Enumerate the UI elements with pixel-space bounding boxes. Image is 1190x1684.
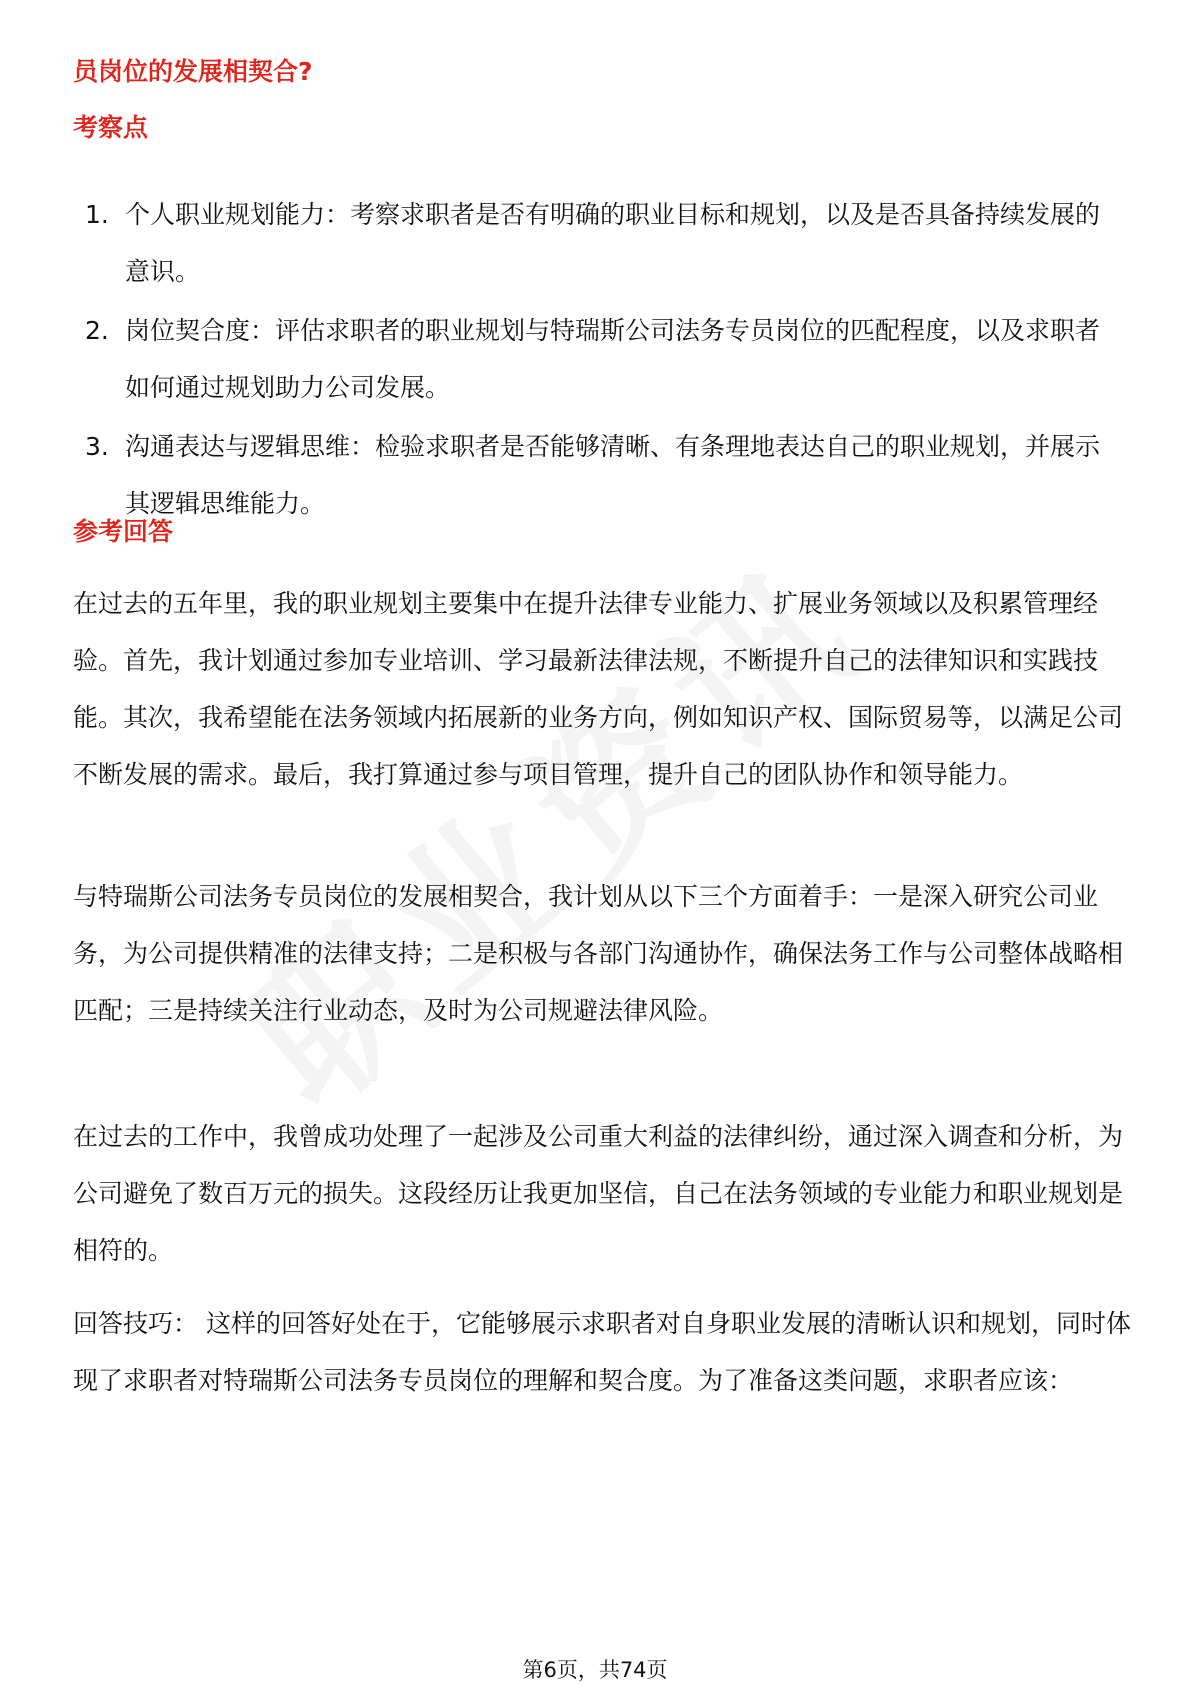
tips-paragraph: 回答技巧： 这样的回答好处在于，它能够展示求职者对自身职业发展的清晰认识和规划，同时体现了求职者对特瑞斯公司法务专员岗位的理解和契合度。为了准备这类问题，求职者应该：: [73, 1309, 1131, 1395]
answer-paragraph: 与特瑞斯公司法务专员岗位的发展相契合，我计划从以下三个方面着手：一是深入研究公司业务，为公司提供精准的法律支持；二是积极与各部门沟通协作，确保法务工作与公司整体战略相匹配；三是持续关注行业动态，及时为公司规避法律风险。: [73, 882, 1124, 1025]
list-item: [73, 418, 1123, 532]
list-item-text: 个人职业规划能力：考察求职者是否有明确的职业目标和规划，以及是否具备持续发展的意识。: [125, 200, 1101, 286]
list-item: [73, 302, 1123, 416]
list-number: 1.: [85, 200, 109, 229]
section-heading-assessment-points: 考察点: [73, 113, 149, 142]
assessment-points-list: [73, 186, 1123, 534]
list-number: 3.: [85, 432, 109, 461]
list-item-text: 岗位契合度：评估求职者的职业规划与特瑞斯公司法务专员岗位的匹配程度，以及求职者如何通过规划助力公司发展。: [125, 316, 1101, 402]
section-heading-reference-answer: 参考回答: [73, 517, 174, 546]
list-item-text: 沟通表达与逻辑思维：检验求职者是否能够清晰、有条理地表达自己的职业规划，并展示其逻辑思维能力。: [125, 432, 1101, 518]
list-item: [73, 186, 1123, 300]
answer-paragraph: 在过去的工作中，我曾成功处理了一起涉及公司重大利益的法律纠纷，通过深入调查和分析，为公司避免了数百万元的损失。这段经历让我更加坚信，自己在法务领域的专业能力和职业规划是相符的。: [73, 1122, 1124, 1265]
list-number: 2.: [85, 316, 109, 345]
question-title-continuation: 员岗位的发展相契合?: [73, 57, 313, 86]
answer-paragraph: 在过去的五年里，我的职业规划主要集中在提升法律专业能力、扩展业务领域以及积累管理经验。首先，我计划通过参加专业培训、学习最新法律法规，不断提升自己的法律知识和实践技能。其次，我希望能在法务领域内拓展新的业务方向，例如知识产权、国际贸易等，以满足公司不断发展的需求。最后，我打算通过参与项目管理，提升自己的团队协作和领导能力。: [73, 589, 1124, 789]
page-number-footer: 第6页，共74页: [522, 1658, 668, 1682]
